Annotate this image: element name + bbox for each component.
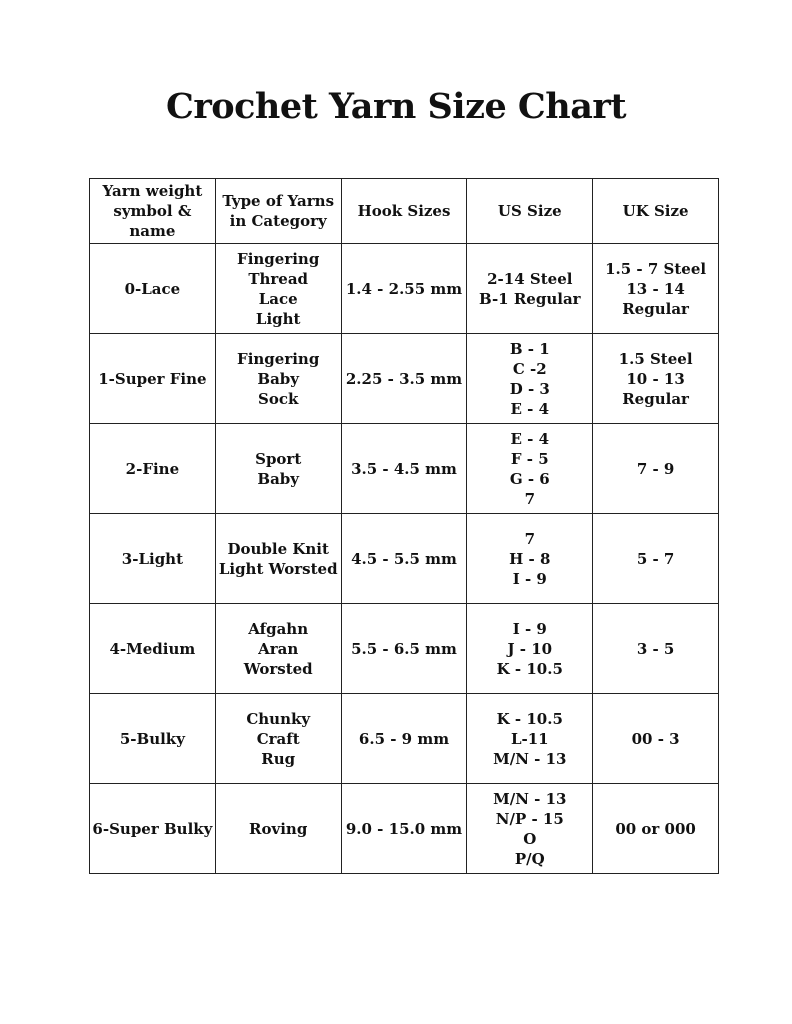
cell-line: G - 6 xyxy=(509,469,550,488)
cell-line: 0-Lace xyxy=(124,279,181,298)
header-line: Hook Sizes xyxy=(357,202,451,220)
table-row xyxy=(90,784,719,874)
cell-line: E - 4 xyxy=(510,399,550,418)
cell-line: Baby xyxy=(257,469,299,488)
cell-line: 1.4 - 2.55 mm xyxy=(345,279,463,298)
cell-line: B - 1 xyxy=(509,339,550,358)
cell-us-size xyxy=(467,424,593,514)
cell-hook-size xyxy=(341,244,467,334)
header-line: in Category xyxy=(229,212,327,230)
cell-line: Fingering xyxy=(237,249,320,268)
cell-line: Lace xyxy=(258,289,298,308)
cell-us-size xyxy=(467,784,593,874)
cell-hook-size xyxy=(341,514,467,604)
header-line: name xyxy=(129,222,176,240)
cell-hook-size xyxy=(341,424,467,514)
header-row xyxy=(90,179,719,244)
cell-line: Fingering xyxy=(237,349,320,368)
cell-line: 5.5 - 6.5 mm xyxy=(351,639,457,658)
cell-line: Chunky xyxy=(246,709,311,728)
header-line: symbol & xyxy=(113,202,192,220)
cell-us-size xyxy=(467,334,593,424)
cell-us-size xyxy=(467,604,593,694)
cell-us-size xyxy=(467,514,593,604)
cell-line: Rug xyxy=(261,749,296,768)
cell-line: Light Worsted xyxy=(218,559,338,578)
header-type-of-yarns xyxy=(215,179,341,244)
header-uk-size xyxy=(593,179,719,244)
table-row xyxy=(90,514,719,604)
cell-uk-size xyxy=(593,784,719,874)
cell-line: 1.5 - 7 Steel xyxy=(605,259,707,278)
table-row xyxy=(90,604,719,694)
cell-yarn-types xyxy=(215,784,341,874)
cell-line: Double Knit xyxy=(227,539,329,558)
cell-yarn-weight xyxy=(90,514,216,604)
cell-line: 2-14 Steel xyxy=(487,269,573,288)
cell-line: 7 xyxy=(524,489,535,508)
header-line: US Size xyxy=(497,202,562,220)
cell-line: Craft xyxy=(256,729,300,748)
cell-yarn-weight xyxy=(90,694,216,784)
header-yarn-weight xyxy=(90,179,216,244)
cell-line: E - 4 xyxy=(510,429,550,448)
yarn-size-table xyxy=(89,178,719,874)
cell-line: K - 10.5 xyxy=(496,709,563,728)
cell-line: 3.5 - 4.5 mm xyxy=(351,459,457,478)
cell-yarn-types xyxy=(215,334,341,424)
header-hook-sizes xyxy=(341,179,467,244)
cell-yarn-types xyxy=(215,514,341,604)
cell-hook-size xyxy=(341,604,467,694)
cell-line: 7 - 9 xyxy=(636,459,675,478)
cell-line: M/N - 13 xyxy=(493,749,567,768)
cell-hook-size xyxy=(341,694,467,784)
cell-line: O xyxy=(523,829,537,848)
cell-line: 5 - 7 xyxy=(636,549,675,568)
cell-line: Sport xyxy=(255,449,302,468)
cell-line: N/P - 15 xyxy=(495,809,564,828)
cell-yarn-weight xyxy=(90,424,216,514)
cell-line: 2-Fine xyxy=(125,459,180,478)
cell-line: 6-Super Bulky xyxy=(92,819,213,838)
cell-line: 10 - 13 Regular xyxy=(622,369,689,408)
cell-line: 4-Medium xyxy=(109,639,196,658)
cell-line: M/N - 13 xyxy=(493,789,567,808)
cell-line: Sock xyxy=(258,389,299,408)
cell-line: 5-Bulky xyxy=(119,729,185,748)
cell-uk-size xyxy=(593,334,719,424)
cell-line: 4.5 - 5.5 mm xyxy=(351,549,457,568)
table-row xyxy=(90,334,719,424)
cell-uk-size xyxy=(593,244,719,334)
cell-line: 00 - 3 xyxy=(631,729,680,748)
table-row xyxy=(90,424,719,514)
cell-line: 3-Light xyxy=(121,549,184,568)
page-title: Crochet Yarn Size Chart xyxy=(165,86,627,127)
cell-yarn-weight xyxy=(90,604,216,694)
cell-line: 1-Super Fine xyxy=(98,369,207,388)
cell-line: Light xyxy=(255,309,301,328)
cell-yarn-types xyxy=(215,604,341,694)
cell-us-size xyxy=(467,244,593,334)
cell-line: 13 - 14 Regular xyxy=(622,279,689,318)
header-us-size xyxy=(467,179,593,244)
cell-yarn-weight xyxy=(90,334,216,424)
cell-uk-size xyxy=(593,424,719,514)
cell-hook-size xyxy=(341,784,467,874)
cell-uk-size xyxy=(593,604,719,694)
cell-yarn-types xyxy=(215,694,341,784)
cell-yarn-weight xyxy=(90,244,216,334)
table-row xyxy=(90,244,719,334)
cell-line: H - 8 xyxy=(509,549,551,568)
cell-line: I - 9 xyxy=(512,569,547,588)
cell-yarn-weight xyxy=(90,784,216,874)
cell-line: P/Q xyxy=(514,849,545,868)
header-line: Yarn weight xyxy=(102,182,203,200)
cell-us-size xyxy=(467,694,593,784)
table-body xyxy=(90,244,719,874)
cell-line: F - 5 xyxy=(510,449,549,468)
cell-line: L-11 xyxy=(510,729,549,748)
cell-hook-size xyxy=(341,334,467,424)
cell-line: Baby xyxy=(257,369,299,388)
cell-line: 3 - 5 xyxy=(636,639,675,658)
cell-line: D - 3 xyxy=(509,379,550,398)
cell-line: B-1 Regular xyxy=(479,289,581,308)
cell-uk-size xyxy=(593,514,719,604)
cell-line: 6.5 - 9 mm xyxy=(358,729,450,748)
header-line: Type of Yarns xyxy=(222,192,335,210)
cell-line: Roving xyxy=(249,819,308,838)
cell-line: 00 or 000 xyxy=(615,819,696,838)
cell-uk-size xyxy=(593,694,719,784)
table-row xyxy=(90,694,719,784)
cell-line: J - 10 xyxy=(507,639,553,658)
cell-line: 7 xyxy=(524,529,535,548)
cell-line: I - 9 xyxy=(512,619,547,638)
cell-line: Thread xyxy=(248,269,309,288)
cell-line: Aran xyxy=(258,639,299,658)
cell-line: 1.5 Steel xyxy=(618,349,693,368)
cell-line: 2.25 - 3.5 mm xyxy=(345,369,463,388)
cell-line: Afgahn xyxy=(248,619,309,638)
cell-yarn-types xyxy=(215,244,341,334)
cell-line: K - 10.5 xyxy=(496,659,563,678)
cell-line: Worsted xyxy=(243,659,313,678)
cell-line: 9.0 - 15.0 mm xyxy=(345,819,463,838)
header-line: UK Size xyxy=(622,202,689,220)
cell-yarn-types xyxy=(215,424,341,514)
cell-line: C -2 xyxy=(512,359,547,378)
table-header xyxy=(90,179,719,244)
